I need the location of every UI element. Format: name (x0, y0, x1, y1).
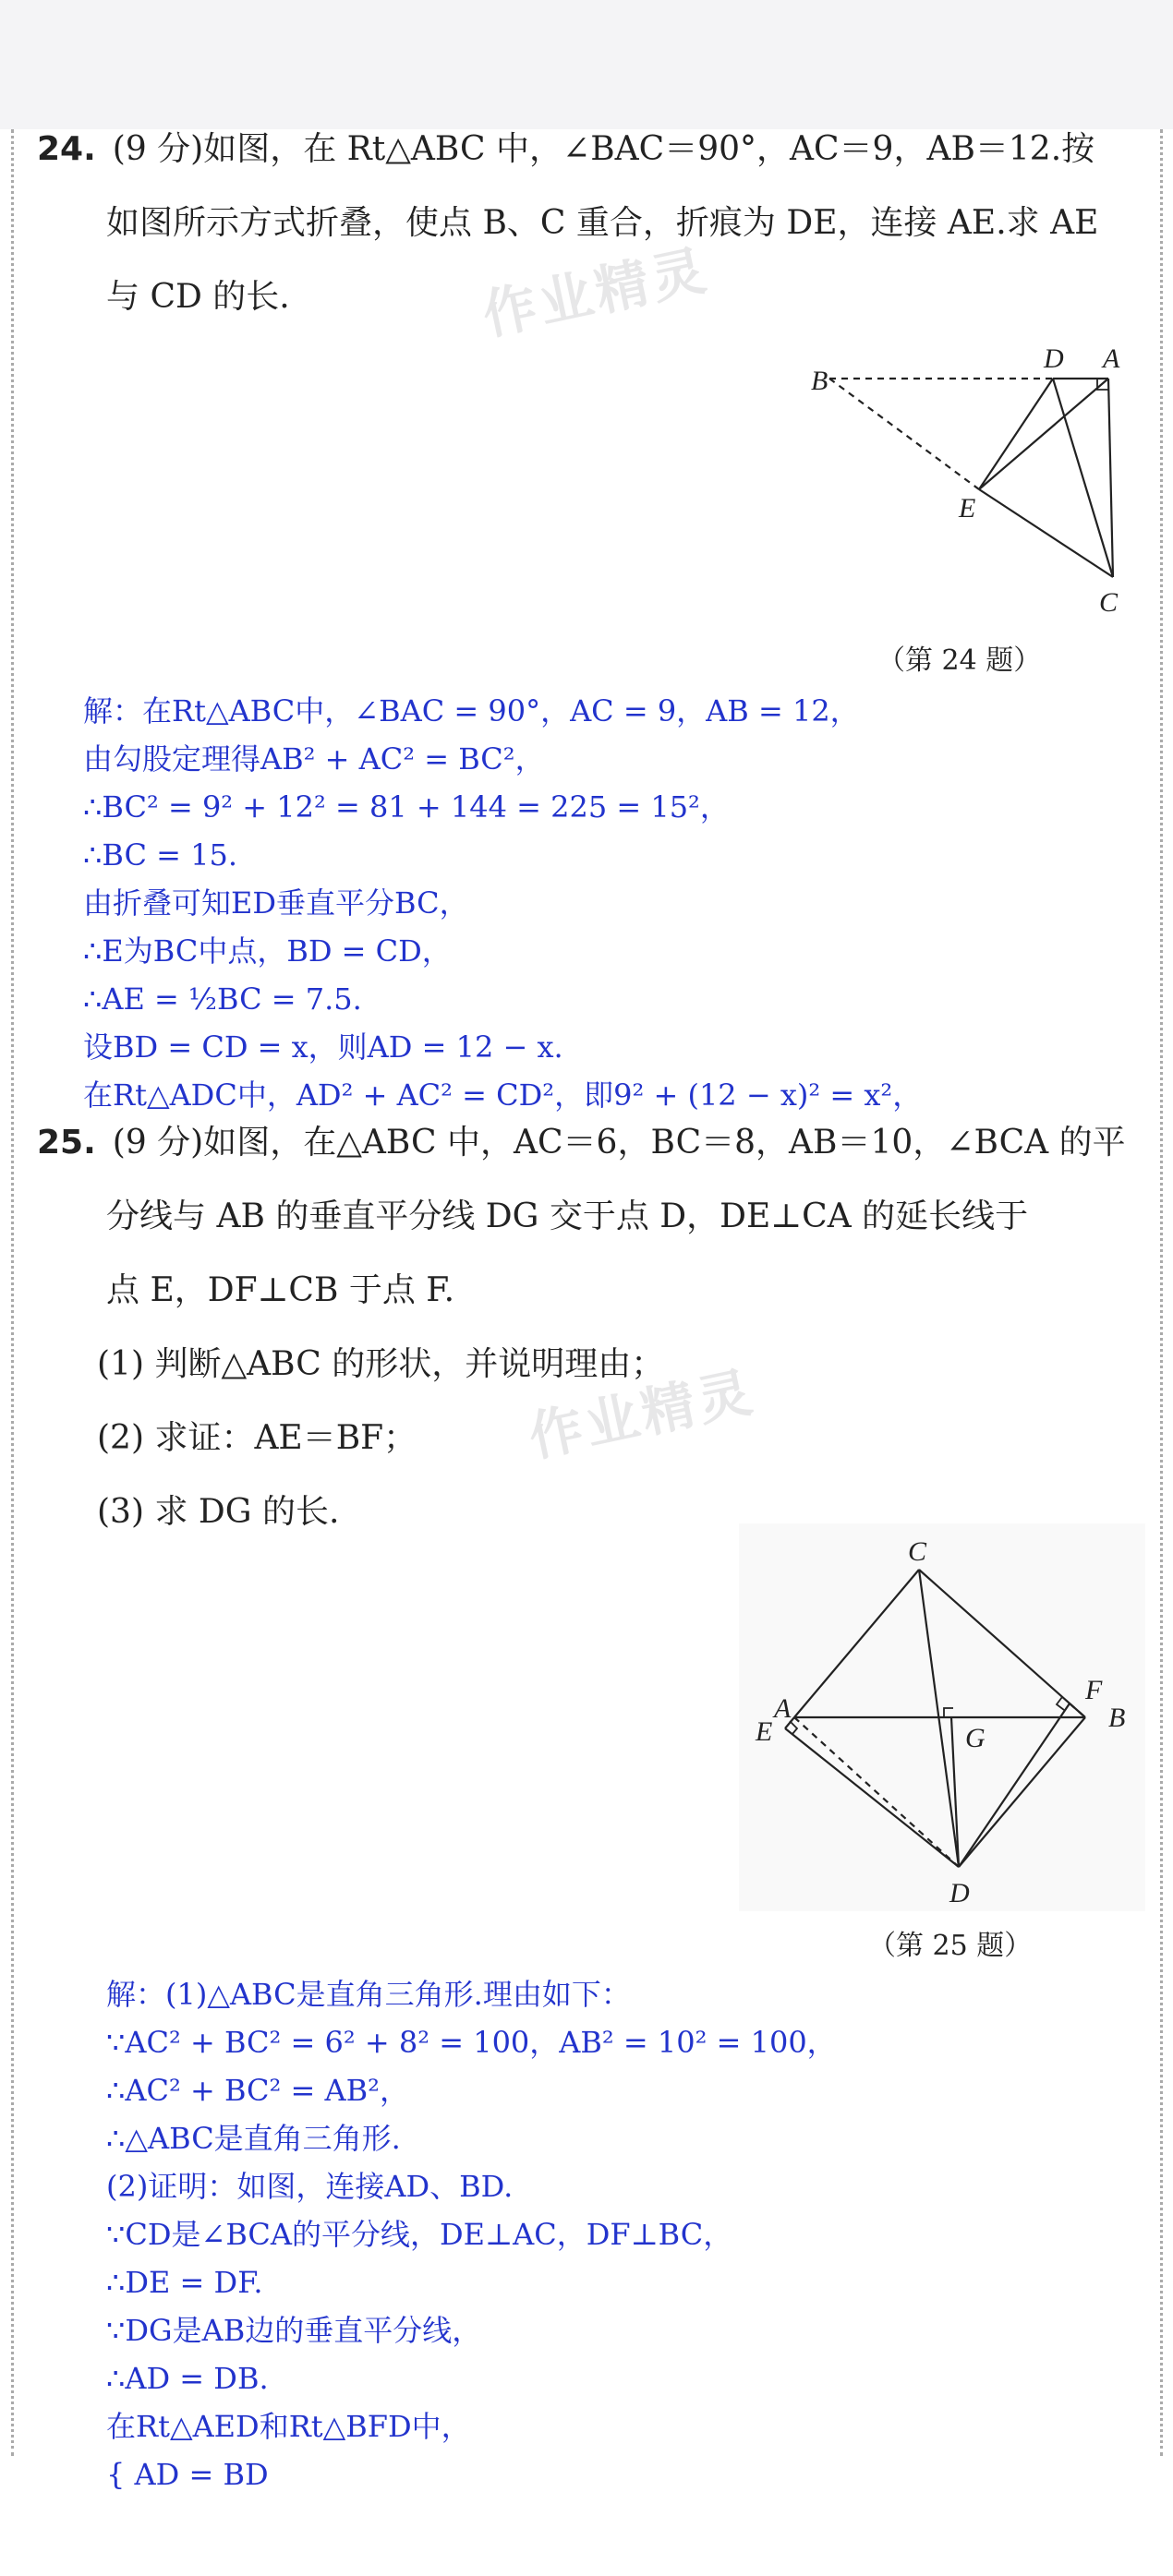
label-C: C (1099, 587, 1119, 618)
label-B: B (811, 366, 828, 396)
solution-line: 在Rt△ADC中，AD² + AC² = CD²，即9² + (12 − x)² = x²， (83, 1077, 923, 1113)
solution-line: { AD = BD (106, 2457, 269, 2492)
question-25 (37, 1106, 1127, 1549)
question-number: 24. (37, 130, 96, 168)
segment-AC (1108, 379, 1113, 577)
solution-line: (2)证明：如图，连接AD、BD. (106, 2169, 514, 2204)
solution-line: ∵DG是AB边的垂直平分线， (106, 2313, 482, 2348)
solution-line: ∵AC² + BC² = 6² + 8² = 100，AB² = 10² = 100， (106, 2025, 837, 2060)
solution-24 (83, 687, 922, 1119)
label-G: G (965, 1723, 986, 1753)
solution-line: 由折叠可知ED垂直平分BC， (83, 885, 469, 921)
label-D: D (1044, 343, 1064, 374)
solution-line: 设BD = CD = x，则AD = 12 − x. (83, 1029, 563, 1065)
segment-EA (979, 379, 1108, 489)
solution-line: ∴BC = 15. (83, 837, 237, 873)
label-F: F (1085, 1675, 1103, 1705)
left-binding-line (11, 129, 14, 2456)
solution-line: ∴E为BC中点，BD = CD， (83, 933, 452, 969)
watermark: 作业精灵 (477, 237, 715, 347)
solution-line: ∴AC² + BC² = AB²， (106, 2073, 409, 2108)
label-E: E (959, 493, 976, 524)
figure-24-caption: （第 24 题） (877, 644, 1042, 677)
solution-line: ∵CD是∠BCA的平分线，DE⊥AC，DF⊥BC， (106, 2217, 733, 2252)
figure-24 (794, 332, 1164, 628)
solution-line: ∴AE = ½BC = 7.5. (83, 981, 362, 1017)
solution-25 (106, 1970, 837, 2498)
question-text-line: 点 E，DF⊥CB 于点 F. (106, 1271, 455, 1309)
question-text-line: (9 分)如图，在 Rt△ABC 中，∠BAC＝90°，AC＝9，AB＝12.按 (112, 130, 1095, 168)
label-B: B (1108, 1703, 1126, 1733)
sub-question-3: (3) 求 DG 的长. (97, 1493, 340, 1531)
question-text-line: 与 CD 的长. (106, 278, 290, 316)
sub-question-2: (2) 求证：AE＝BF； (97, 1419, 417, 1457)
figure-25 (739, 1523, 1145, 1911)
label-D: D (949, 1878, 970, 1908)
top-margin (0, 0, 1173, 129)
segment-DC (1053, 379, 1113, 577)
watermark: 作业精灵 (523, 1359, 761, 1469)
solution-line: 由勾股定理得AB² + AC² = BC²， (83, 741, 545, 776)
label-E: E (756, 1716, 773, 1747)
figure-25-caption: （第 25 题） (868, 1930, 1033, 1962)
segment-EC (979, 489, 1113, 577)
solution-line: 解：(1)△ABC是直角三角形.理由如下： (106, 1977, 631, 2012)
label-C: C (908, 1536, 927, 1567)
question-number: 25. (37, 1124, 96, 1162)
question-text-line: 分线与 AB 的垂直平分线 DG 交于点 D，DE⊥CA 的延长线于 (106, 1198, 1029, 1235)
label-A: A (1103, 343, 1120, 374)
solution-line: ∴BC² = 9² + 12² = 81 + 144 = 225 = 15²， (83, 789, 730, 825)
label-A: A (774, 1693, 792, 1724)
segment-BE-dashed (829, 379, 979, 489)
solution-line: ∴DE = DF. (106, 2265, 263, 2300)
segment-ED (979, 379, 1053, 489)
question-text-line: 如图所示方式折叠，使点 B、C 重合，折痕为 DE，连接 AE.求 AE (106, 204, 1099, 242)
solution-line: ∴AD = DB. (106, 2361, 269, 2396)
solution-line: ∴△ABC是直角三角形. (106, 2121, 401, 2156)
question-text-line: (9 分)如图，在△ABC 中，AC＝6，BC＝8，AB＝10，∠BCA 的平 (112, 1124, 1126, 1162)
sub-question-1: (1) 判断△ABC 的形状，并说明理由； (97, 1345, 665, 1383)
solution-line: 解：在Rt△ABC中，∠BAC = 90°，AC = 9，AB = 12， (83, 693, 860, 728)
solution-line: 在Rt△AED和Rt△BFD中， (106, 2409, 471, 2444)
